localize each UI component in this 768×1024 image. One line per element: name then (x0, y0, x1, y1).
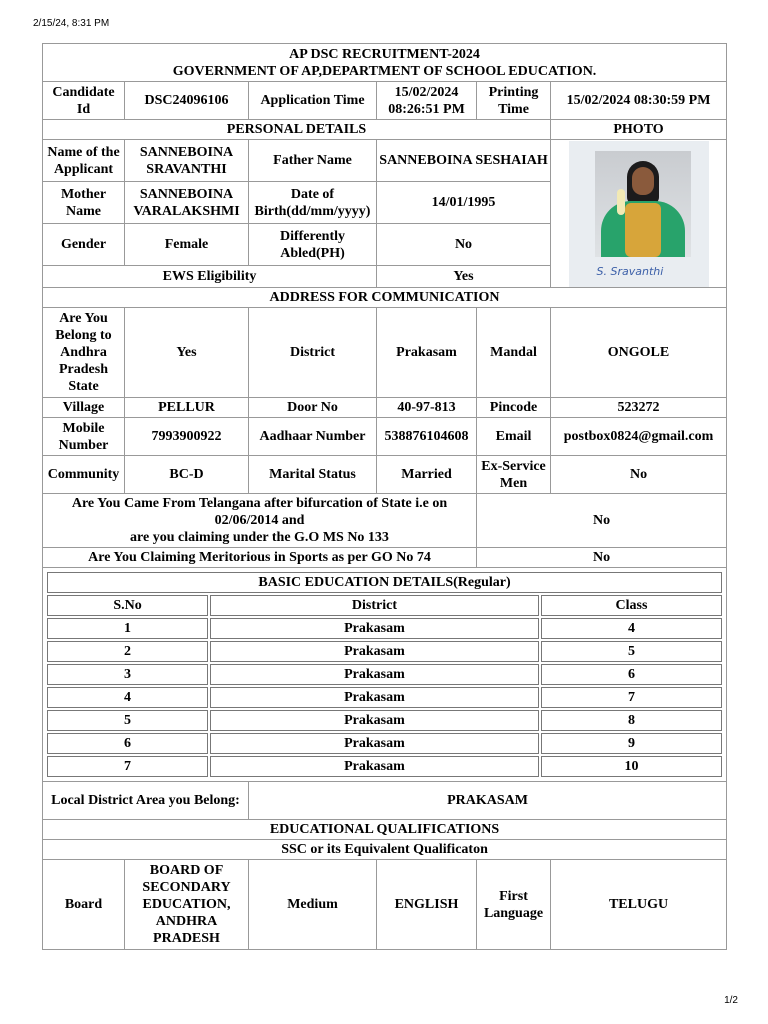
row-sno: 2 (47, 641, 208, 662)
row-sno: 6 (47, 733, 208, 754)
form-title (43, 44, 727, 82)
door-no-value: 40-97-813 (377, 398, 477, 418)
pincode-value: 523272 (551, 398, 727, 418)
mandal-value: ONGOLE (551, 308, 727, 398)
ews-value: Yes (377, 266, 551, 288)
application-time-value: 15/02/2024 08:26:51 PM (377, 82, 477, 120)
row-class: 5 (541, 641, 722, 662)
email-label: Email (477, 418, 551, 456)
applicant-signature: S. Sravanthi (596, 264, 664, 278)
row-sno: 3 (47, 664, 208, 685)
row-class: 7 (541, 687, 722, 708)
row-sno: 5 (47, 710, 208, 731)
telangana-question-line-1: Are You Came From Telangana after bifurcation of State i.e on 02/06/2014 and (71, 496, 448, 528)
board-value: BOARD OF SECONDARY EDUCATION, ANDHRA PRADESH (125, 860, 249, 950)
table-row (47, 756, 722, 777)
photo-heading: PHOTO (551, 120, 727, 140)
printing-time-value: 15/02/2024 08:30:59 PM (551, 82, 727, 120)
personal-details-heading: PERSONAL DETAILS (43, 120, 551, 140)
applicant-name-label: Name of the Applicant (43, 140, 125, 182)
portrait-image (595, 151, 691, 257)
photo-cell (551, 140, 727, 288)
row-class: 9 (541, 733, 722, 754)
door-no-label: Door No (249, 398, 377, 418)
pincode-label: Pincode (477, 398, 551, 418)
educational-qualifications-heading: EDUCATIONAL QUALIFICATIONS (43, 820, 727, 840)
first-language-value: TELUGU (551, 860, 727, 950)
email-value: postbox0824@gmail.com (551, 418, 727, 456)
table-row (47, 687, 722, 708)
table-row (47, 733, 722, 754)
community-label: Community (43, 456, 125, 494)
medium-label: Medium (249, 860, 377, 950)
aadhaar-label: Aadhaar Number (249, 418, 377, 456)
candidate-id-value: DSC24096106 (125, 82, 249, 120)
ex-service-label: Ex-Service Men (477, 456, 551, 494)
ap-state-label: Are You Belong to Andhra Pradesh State (43, 308, 125, 398)
board-label: Board (43, 860, 125, 950)
row-class: 10 (541, 756, 722, 777)
dob-value: 14/01/1995 (377, 182, 551, 224)
candidate-id-label: Candidate Id (43, 82, 125, 120)
district-label: District (249, 308, 377, 398)
sports-question: Are You Claiming Meritorious in Sports as per GO No 74 (43, 548, 477, 568)
title-line-1: AP DSC RECRUITMENT-2024 (289, 46, 480, 62)
mother-name-label: Mother Name (43, 182, 125, 224)
applicant-name-value: SANNEBOINA SRAVANTHI (125, 140, 249, 182)
ews-label: EWS Eligibility (43, 266, 377, 288)
ph-value: No (377, 224, 551, 266)
gender-label: Gender (43, 224, 125, 266)
mandal-label: Mandal (477, 308, 551, 398)
village-value: PELLUR (125, 398, 249, 418)
basic-education-table (45, 570, 724, 779)
printing-time-label: Printing Time (477, 82, 551, 120)
telangana-answer: No (477, 494, 727, 548)
print-datetime: 2/15/24, 8:31 PM (33, 18, 110, 29)
district-value: Prakasam (377, 308, 477, 398)
father-name-label: Father Name (249, 140, 377, 182)
table-row (47, 710, 722, 731)
first-language-label: First Language (477, 860, 551, 950)
row-class: 8 (541, 710, 722, 731)
local-district-value: PRAKASAM (249, 782, 727, 820)
marital-status-value: Married (377, 456, 477, 494)
application-form-table (42, 43, 727, 950)
basic-education-title: BASIC EDUCATION DETAILS(Regular) (47, 572, 722, 593)
telangana-question-line-2: are you claiming under the G.O MS No 133 (130, 530, 389, 545)
mobile-label: Mobile Number (43, 418, 125, 456)
sports-answer: No (477, 548, 727, 568)
village-label: Village (43, 398, 125, 418)
row-district: Prakasam (210, 618, 539, 639)
row-sno: 7 (47, 756, 208, 777)
table-row (47, 664, 722, 685)
ssc-heading: SSC or its Equivalent Qualificaton (43, 840, 727, 860)
row-district: Prakasam (210, 664, 539, 685)
community-value: BC-D (125, 456, 249, 494)
title-line-2: GOVERNMENT OF AP,DEPARTMENT OF SCHOOL EDUCATION. (172, 63, 597, 79)
ex-service-value: No (551, 456, 727, 494)
row-district: Prakasam (210, 641, 539, 662)
header-sno: S.No (47, 595, 208, 616)
header-class: Class (541, 595, 722, 616)
row-class: 6 (541, 664, 722, 685)
local-district-label: Local District Area you Belong: (43, 782, 249, 820)
telangana-question (43, 494, 477, 548)
row-class: 4 (541, 618, 722, 639)
row-district: Prakasam (210, 733, 539, 754)
page-number: 1/2 (724, 995, 738, 1006)
aadhaar-value: 538876104608 (377, 418, 477, 456)
ap-state-value: Yes (125, 308, 249, 398)
table-row (47, 641, 722, 662)
row-district: Prakasam (210, 710, 539, 731)
table-row (47, 618, 722, 639)
dob-label: Date of Birth(dd/mm/yyyy) (249, 182, 377, 224)
row-sno: 1 (47, 618, 208, 639)
gender-value: Female (125, 224, 249, 266)
header-district: District (210, 595, 539, 616)
row-district: Prakasam (210, 687, 539, 708)
father-name-value: SANNEBOINA SESHAIAH (377, 140, 551, 182)
ph-label: Differently Abled(PH) (249, 224, 377, 266)
mobile-value: 7993900922 (125, 418, 249, 456)
mother-name-value: SANNEBOINA VARALAKSHMI (125, 182, 249, 224)
row-sno: 4 (47, 687, 208, 708)
applicant-photo (569, 141, 709, 287)
basic-education-section (43, 568, 727, 782)
address-heading: ADDRESS FOR COMMUNICATION (43, 288, 727, 308)
row-district: Prakasam (210, 756, 539, 777)
application-time-label: Application Time (249, 82, 377, 120)
marital-status-label: Marital Status (249, 456, 377, 494)
medium-value: ENGLISH (377, 860, 477, 950)
